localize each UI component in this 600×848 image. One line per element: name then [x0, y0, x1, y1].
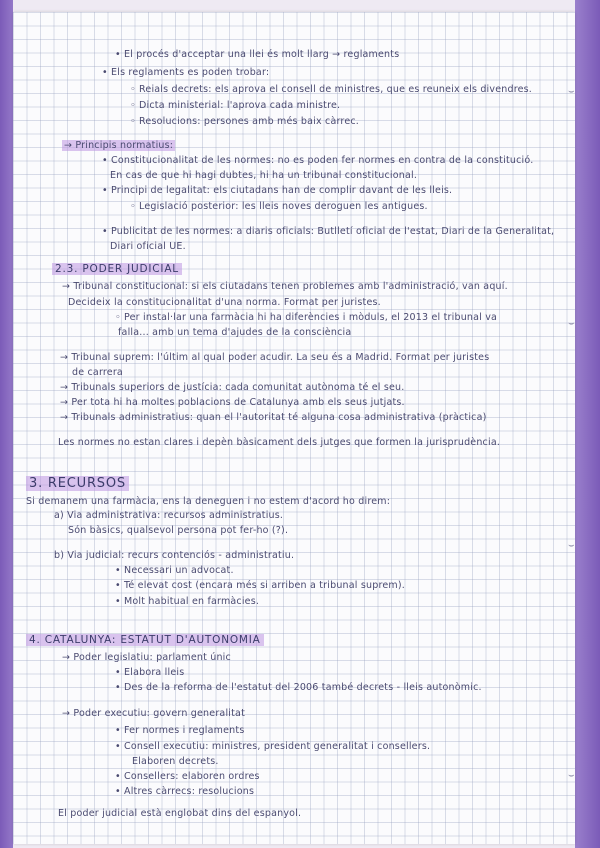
left-page-edge	[0, 0, 13, 848]
recursos-b-item-3: • Molt habitual en farmàcies.	[115, 596, 260, 607]
judicial-line-6: de carrera	[72, 367, 123, 378]
intro-line-3: ◦ Reials decrets: els aprova el consell de ministres, que es reuneix els divendres.	[130, 84, 533, 95]
principis-line-4: ◦ Legislació posterior: les lleis noves deroguen les antigues.	[130, 201, 428, 212]
intro-line-1: • El procés d'acceptar una llei és molt llarg → reglaments	[115, 49, 400, 60]
right-page-edge	[575, 0, 600, 848]
judicial-line-4: falla... amb un tema d'ajudes de la consciència	[118, 327, 352, 338]
judicial-line-2: Decideix la constitucionalitat d'una norma. Format per juristes.	[68, 297, 381, 308]
principis-line-6: Diari oficial UE.	[110, 241, 186, 252]
intro-line-4: ◦ Dicta ministerial: l'aprova cada ministre.	[130, 100, 341, 111]
catalunya-closing: El poder judicial està englobat dins del espanyol.	[58, 808, 302, 819]
recursos-b-item-2: • Té elevat cost (encara més si arriben a tribunal suprem).	[115, 580, 405, 591]
legislatiu-item-1: • Elabora lleis	[115, 667, 185, 678]
margin-hook-mark: ⌣	[568, 86, 575, 97]
executiu-item-4: • Consellers: elaboren ordres	[115, 771, 260, 782]
judicial-line-1: → Tribunal constitucional: si els ciutadans tenen problemes amb l'administració, van aquí.	[62, 281, 508, 292]
catalunya-heading: 4. CATALUNYA: ESTATUT D'AUTONOMIA	[26, 634, 264, 646]
recursos-a-sub: Són bàsics, qualsevol persona pot fer-ho (?).	[68, 525, 289, 536]
judicial-line-5: → Tribunal suprem: l'últim al qual poder acudir. La seu és a Madrid. Format per juristes	[60, 352, 490, 363]
principis-heading	[62, 140, 175, 151]
recursos-intro: Si demanem una farmàcia, ens la deneguen i no estem d'acord ho direm:	[26, 496, 391, 507]
margin-hook-mark: ⌣	[568, 318, 575, 329]
recursos-heading: 3. RECURSOS	[26, 476, 129, 491]
intro-line-2: • Els reglaments es poden trobar:	[102, 67, 270, 78]
principis-line-3: • Principi de legalitat: els ciutadans han de complir davant de les lleis.	[102, 185, 453, 196]
principis-title: → Principis normatius:	[64, 140, 174, 151]
judicial-line-7: → Tribunals superiors de justícia: cada comunitat autònoma té el seu.	[60, 382, 405, 393]
margin-hook-mark: ⌣	[568, 770, 575, 781]
margin-hook-mark: ⌣	[568, 540, 575, 551]
intro-line-5: ◦ Resolucions: persones amb més baix càrrec.	[130, 116, 360, 127]
notebook-page	[13, 12, 575, 844]
principis-line-5: • Publicitat de les normes: a diaris oficials: Butlletí oficial de l'estat, Diari de la Generalitat,	[102, 226, 555, 237]
poder-judicial-heading: 2.3. PODER JUDICIAL	[52, 263, 182, 275]
executiu-item-1: • Fer normes i reglaments	[115, 725, 245, 736]
principis-line-2: En cas de que hi hagi dubtes, hi ha un tribunal constitucional.	[110, 170, 418, 181]
recursos-b-item-1: • Necessari un advocat.	[115, 565, 234, 576]
executiu-item-2: • Consell executiu: ministres, president generalitat i consellers.	[115, 741, 431, 752]
catalunya-executiu: → Poder executiu: govern generalitat	[62, 708, 245, 719]
judicial-line-9: → Tribunals administratius: quan el l'autoritat té alguna cosa administrativa (pràctica)	[60, 412, 487, 423]
executiu-item-3: Elaboren decrets.	[132, 756, 219, 767]
executiu-item-5: • Altres càrrecs: resolucions	[115, 786, 255, 797]
judicial-closing: Les normes no estan clares i depèn bàsicament dels jutges que formen la jurisprudència.	[58, 437, 501, 448]
judicial-line-3: ◦ Per instal·lar una farmàcia hi ha diferències i mòduls, el 2013 el tribunal va	[115, 312, 498, 323]
recursos-a-line: a) Via administrativa: recursos administratius.	[54, 510, 284, 521]
principis-line-1: • Constitucionalitat de les normes: no es poden fer normes en contra de la constitució.	[102, 155, 534, 166]
recursos-b-line: b) Via judicial: recurs contenciós - administratiu.	[54, 550, 295, 561]
judicial-line-8: → Per tota hi ha moltes poblacions de Catalunya amb els seus jutjats.	[60, 397, 405, 408]
legislatiu-item-2: • Des de la reforma de l'estatut del 2006 també decrets - lleis autonòmic.	[115, 682, 482, 693]
catalunya-legislatiu: → Poder legislatiu: parlament únic	[62, 652, 231, 663]
